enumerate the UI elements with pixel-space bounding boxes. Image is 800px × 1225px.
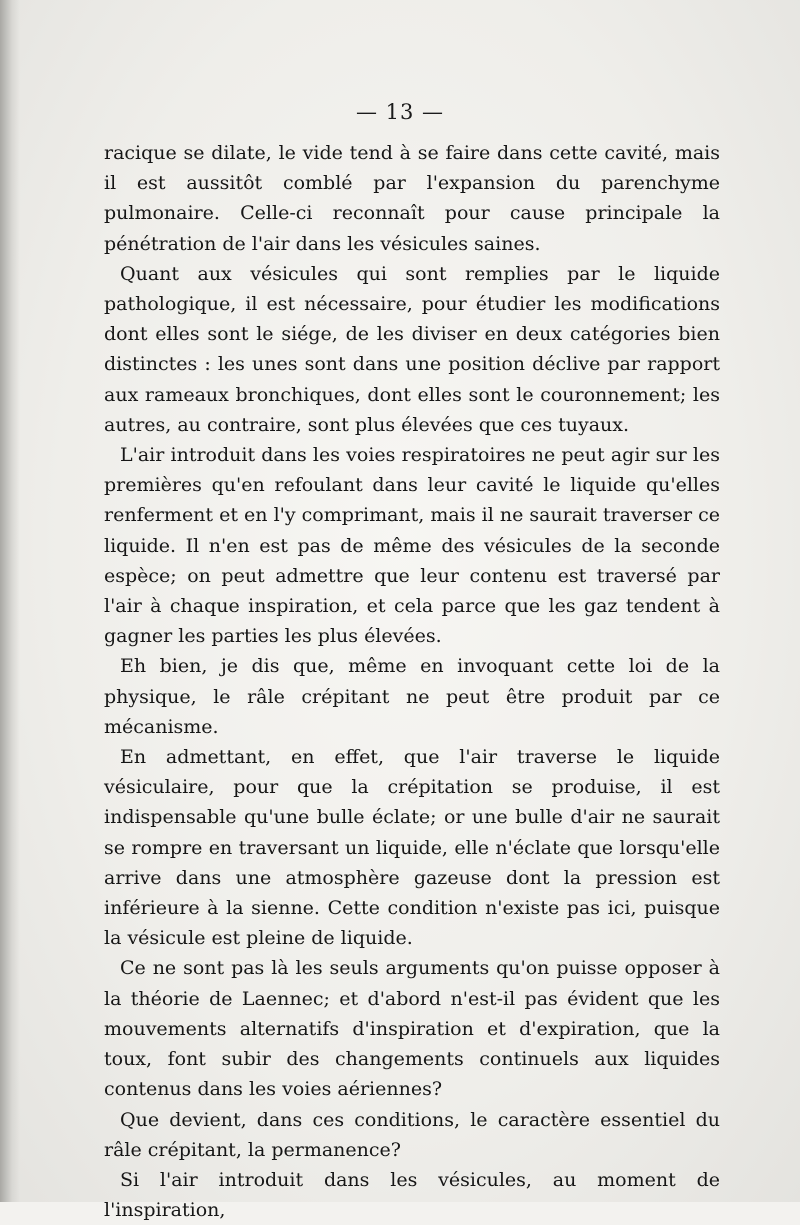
body-text [104, 138, 720, 1225]
paragraph: En admettant, en effet, que l'air traverse le liquide vésiculaire, pour que la crépitation se produise, il est indispensable qu'une bulle éclate; or une bulle d'air ne saurait se rompre en traversant un liquide, elle n'éclate que lorsqu'elle arrive dans une atmosphère gazeuse dont la pression est inférieure à la sienne. Cette condition n'existe pas ici, puisque la vésicule est pleine de liquide. [104, 746, 720, 950]
paragraph: L'air introduit dans les voies respiratoires ne peut agir sur les premières qu'en refoulant dans leur cavité le liquide qu'elles renferment et en l'y comprimant, mais il ne saurait traverser ce liquide. Il n'en est pas de même des vésicules de la seconde espèce; on peut admettre que leur contenu est traversé par l'air à chaque inspiration, et cela parce que les gaz tendent à gagner les parties les plus élevées. [104, 444, 720, 648]
paragraph: Que devient, dans ces conditions, le caractère essentiel du râle crépitant, la permanence? [104, 1108, 720, 1161]
paragraph: Quant aux vésicules qui sont remplies par le liquide pathologique, il est nécessaire, pour étudier les modifications dont elles sont le siége, de les diviser en deux catégories bien distinctes : les unes sont dans une position déclive par rapport aux rameaux bronchiques, dont elles sont le couronnement; les autres, au contraire, sont plus élevées que ces tuyaux. [104, 262, 720, 436]
binding-shadow [0, 0, 20, 1202]
paragraph: racique se dilate, le vide tend à se faire dans cette cavité, mais il est aussitôt comblé par l'expansion du parenchyme pulmonaire. Celle-ci reconnaît pour cause principale la pénétration de l'air dans les vésicules saines. [104, 142, 720, 255]
page-number: — 13 — [355, 100, 445, 124]
paragraph: Ce ne sont pas là les seuls arguments qu'on puisse opposer à la théorie de Laennec; et d'abord n'est-il pas évident que les mouvements alternatifs d'inspiration et d'expiration, que la toux, font subir des changements continuels aux liquides contenus dans les voies aériennes? [104, 957, 720, 1101]
paragraph: Eh bien, je dis que, même en invoquant cette loi de la physique, le râle crépitant ne peut être produit par ce mécanisme. [104, 655, 720, 738]
paragraph: Si l'air introduit dans les vésicules, au moment de l'inspiration, [104, 1168, 720, 1222]
